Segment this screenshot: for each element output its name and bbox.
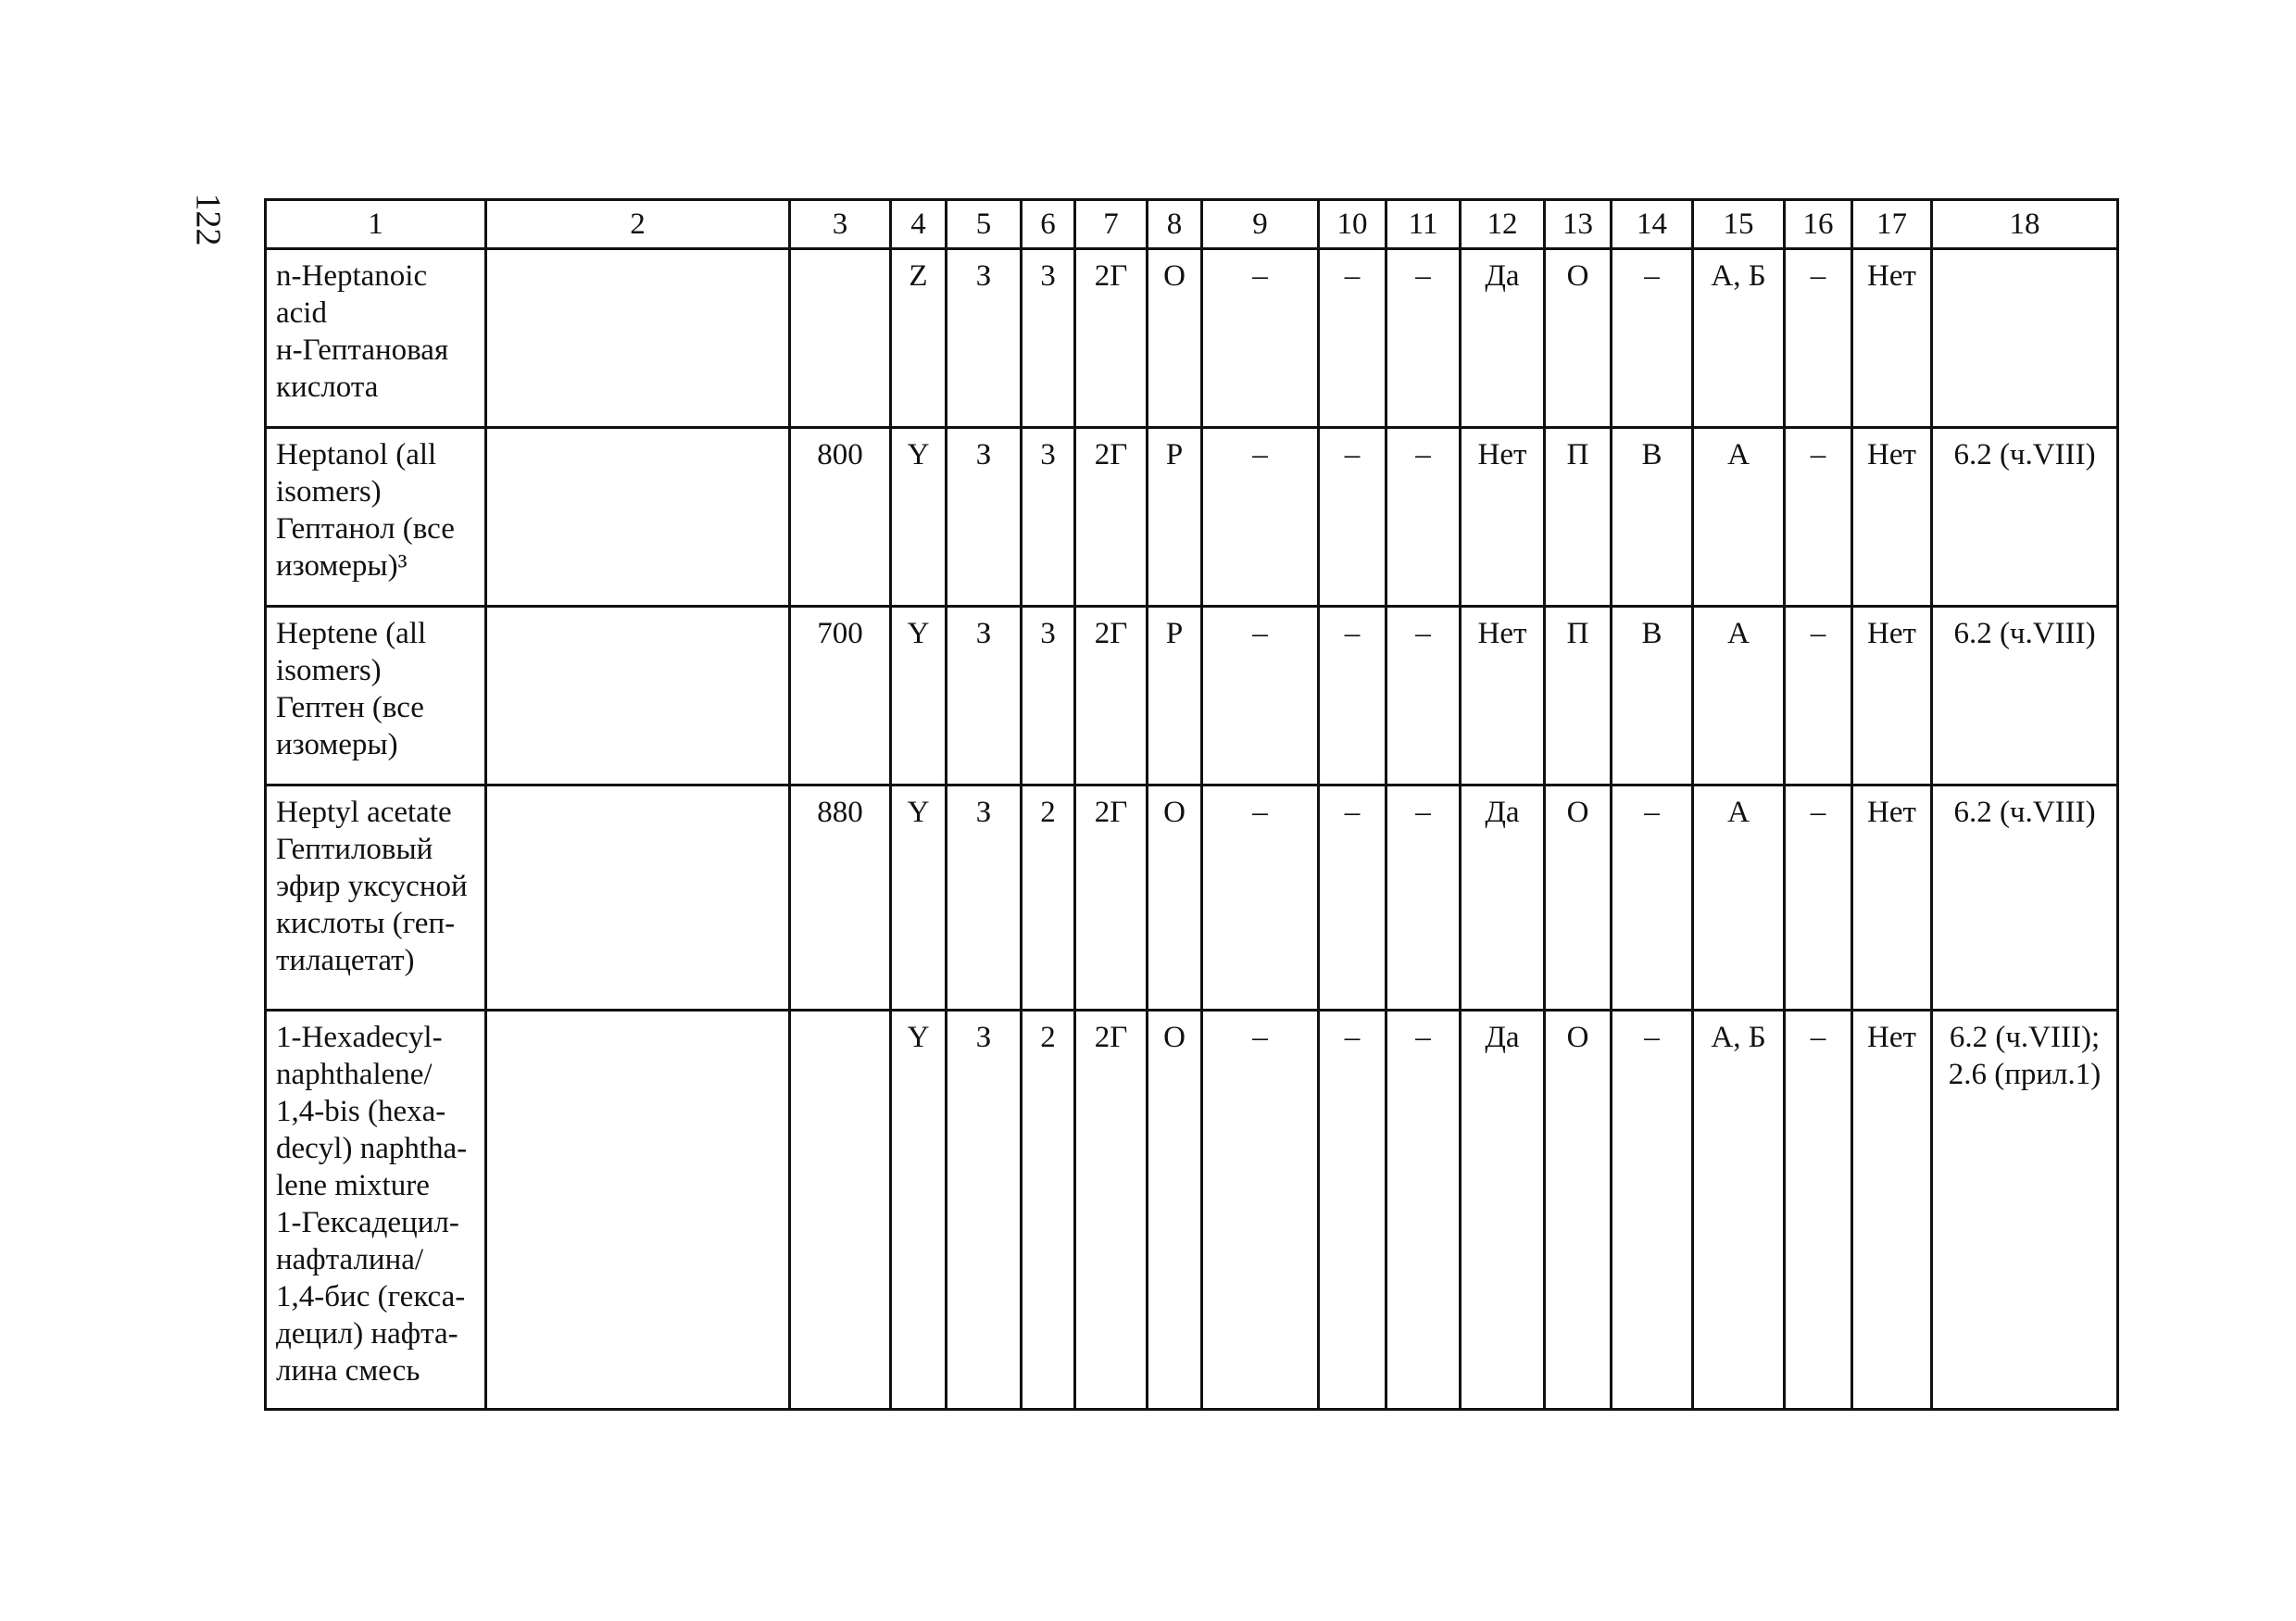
header-cell: 9: [1202, 200, 1319, 249]
table-cell: З: [947, 249, 1022, 428]
table-cell: –: [1386, 1011, 1461, 1410]
substance-name-line: 1,4-bis (hexa-: [276, 1095, 446, 1128]
table-cell: Нет: [1461, 607, 1545, 785]
table-cell: 2Г: [1075, 1011, 1148, 1410]
table-cell: 2Г: [1075, 785, 1148, 1011]
table-cell: О: [1545, 249, 1612, 428]
header-cell: 10: [1319, 200, 1386, 249]
table-row: [266, 249, 2118, 428]
substance-name-line: кислота: [276, 371, 379, 404]
substance-name-line: 1-Hexadecyl-: [276, 1021, 443, 1054]
header-cell: 5: [947, 200, 1022, 249]
table-cell: [790, 249, 891, 428]
table-cell: Р: [1148, 428, 1202, 607]
table-cell: З: [947, 785, 1022, 1011]
substance-name-line: decyl) naphtha-: [276, 1132, 468, 1165]
table-row: [266, 1011, 2118, 1410]
table-cell: 800: [790, 428, 891, 607]
table-cell: П: [1545, 607, 1612, 785]
table-cell: –: [1202, 1011, 1319, 1410]
table-cell: [486, 1011, 790, 1410]
table-cell: –: [1386, 249, 1461, 428]
table-cell: З: [947, 428, 1022, 607]
table-cell: 2Г: [1075, 607, 1148, 785]
substance-name-line: изомеры): [276, 728, 398, 761]
substance-name-line: Heptyl acetate: [276, 796, 452, 829]
substance-name-line: Heptanol (all: [276, 438, 437, 471]
note-cell: [1932, 249, 2118, 428]
substance-name-line: 1,4-бис (гекса-: [276, 1280, 466, 1313]
table-cell: В: [1612, 607, 1693, 785]
table-cell: 3: [1022, 249, 1075, 428]
table-cell: А: [1693, 607, 1785, 785]
table-row: [266, 785, 2118, 1011]
header-cell: 11: [1386, 200, 1461, 249]
table-cell: –: [1386, 428, 1461, 607]
table-cell: Y: [891, 1011, 947, 1410]
table-cell: Нет: [1852, 785, 1932, 1011]
substance-table: [264, 198, 2119, 1411]
header-cell: 4: [891, 200, 947, 249]
table-cell: О: [1148, 1011, 1202, 1410]
table-cell: Да: [1461, 249, 1545, 428]
table-cell: –: [1612, 785, 1693, 1011]
table-cell: [486, 607, 790, 785]
substance-name-line: isomers): [276, 475, 382, 509]
table-cell: –: [1785, 1011, 1852, 1410]
header-cell: 16: [1785, 200, 1852, 249]
table-cell: Нет: [1852, 1011, 1932, 1410]
substance-name-line: нафталина/: [276, 1243, 424, 1276]
table-cell: –: [1785, 249, 1852, 428]
header-cell: 6: [1022, 200, 1075, 249]
table-cell: О: [1545, 1011, 1612, 1410]
header-cell: 14: [1612, 200, 1693, 249]
table-cell: Нет: [1852, 428, 1932, 607]
note-line: 2.6 (прил.1): [1948, 1058, 2102, 1091]
header-row: [266, 200, 2118, 249]
table-cell: Нет: [1852, 607, 1932, 785]
note-cell: [1932, 428, 2118, 607]
substance-name-cell: [266, 249, 486, 428]
table-cell: О: [1148, 249, 1202, 428]
table-cell: 3: [1022, 428, 1075, 607]
substance-name-line: лина смесь: [276, 1354, 420, 1388]
substance-name-line: n-Heptanoic: [276, 259, 428, 293]
table-cell: [486, 428, 790, 607]
note-line: 6.2 (ч.VIII): [1953, 438, 2096, 471]
table-cell: Y: [891, 785, 947, 1011]
table-cell: 2: [1022, 785, 1075, 1011]
table-cell: [790, 1011, 891, 1410]
table-cell: 3: [1022, 607, 1075, 785]
table-cell: [486, 249, 790, 428]
header-cell: 7: [1075, 200, 1148, 249]
header-cell: 1: [266, 200, 486, 249]
table-cell: Z: [891, 249, 947, 428]
substance-name-line: Гептиловый: [276, 833, 433, 866]
note-line: 6.2 (ч.VIII);: [1949, 1021, 2101, 1054]
table-cell: З: [947, 607, 1022, 785]
table-cell: –: [1319, 428, 1386, 607]
note-line: 6.2 (ч.VIII): [1953, 796, 2096, 829]
table-cell: А: [1693, 785, 1785, 1011]
note-line: 6.2 (ч.VIII): [1953, 617, 2096, 650]
table-cell: –: [1202, 607, 1319, 785]
table-cell: –: [1612, 249, 1693, 428]
table-cell: 880: [790, 785, 891, 1011]
table-cell: –: [1785, 607, 1852, 785]
table-row: [266, 607, 2118, 785]
table-cell: Да: [1461, 1011, 1545, 1410]
table-cell: –: [1202, 249, 1319, 428]
table-cell: –: [1386, 785, 1461, 1011]
table-cell: –: [1386, 607, 1461, 785]
header-cell: 17: [1852, 200, 1932, 249]
substance-name-line: 1-Гексадецил-: [276, 1206, 459, 1239]
header-cell: 3: [790, 200, 891, 249]
table-cell: 2Г: [1075, 428, 1148, 607]
note-cell: [1932, 1011, 2118, 1410]
header-cell: 2: [486, 200, 790, 249]
substance-name-line: изомеры)³: [276, 549, 408, 583]
header-cell: 15: [1693, 200, 1785, 249]
page-number: 122: [188, 193, 228, 246]
table-cell: Нет: [1461, 428, 1545, 607]
table-cell: Y: [891, 607, 947, 785]
substance-name-cell: [266, 1011, 486, 1410]
substance-name-line: naphthalene/: [276, 1058, 433, 1091]
substance-name-line: lene mixture: [276, 1169, 430, 1202]
table-cell: –: [1319, 249, 1386, 428]
table-cell: Y: [891, 428, 947, 607]
table-cell: –: [1202, 428, 1319, 607]
substance-name-line: acid: [276, 296, 327, 330]
substance-name-line: децил) нафта-: [276, 1317, 458, 1351]
table-cell: 2: [1022, 1011, 1075, 1410]
header-cell: 8: [1148, 200, 1202, 249]
table-cell: З: [947, 1011, 1022, 1410]
table-cell: –: [1612, 1011, 1693, 1410]
table-cell: Нет: [1852, 249, 1932, 428]
substance-name-line: эфир уксусной: [276, 870, 468, 903]
substance-name-line: Гептанол (все: [276, 512, 455, 546]
table-row: [266, 428, 2118, 607]
header-cell: 12: [1461, 200, 1545, 249]
substance-name-line: н-Гептановая: [276, 333, 449, 367]
substance-name-line: тилацетат): [276, 944, 415, 977]
substance-name-cell: [266, 607, 486, 785]
table-cell: [486, 785, 790, 1011]
header-cell: 18: [1932, 200, 2118, 249]
table-cell: –: [1785, 428, 1852, 607]
table-cell: 700: [790, 607, 891, 785]
table-cell: О: [1545, 785, 1612, 1011]
substance-name-cell: [266, 785, 486, 1011]
table-cell: Да: [1461, 785, 1545, 1011]
table-cell: –: [1319, 1011, 1386, 1410]
substance-name-cell: [266, 428, 486, 607]
table-cell: 2Г: [1075, 249, 1148, 428]
substance-name-line: isomers): [276, 654, 382, 687]
table-cell: П: [1545, 428, 1612, 607]
table-cell: О: [1148, 785, 1202, 1011]
table-cell: В: [1612, 428, 1693, 607]
substance-name-line: Гептен (все: [276, 691, 424, 724]
table-cell: –: [1785, 785, 1852, 1011]
table-cell: А, Б: [1693, 1011, 1785, 1410]
header-cell: 13: [1545, 200, 1612, 249]
table-cell: –: [1319, 607, 1386, 785]
table-cell: А: [1693, 428, 1785, 607]
substance-name-line: кислоты (геп-: [276, 907, 456, 940]
substance-name-line: Heptene (all: [276, 617, 427, 650]
table-cell: А, Б: [1693, 249, 1785, 428]
note-cell: [1932, 607, 2118, 785]
note-cell: [1932, 785, 2118, 1011]
table-cell: –: [1202, 785, 1319, 1011]
table-cell: Р: [1148, 607, 1202, 785]
table-cell: –: [1319, 785, 1386, 1011]
